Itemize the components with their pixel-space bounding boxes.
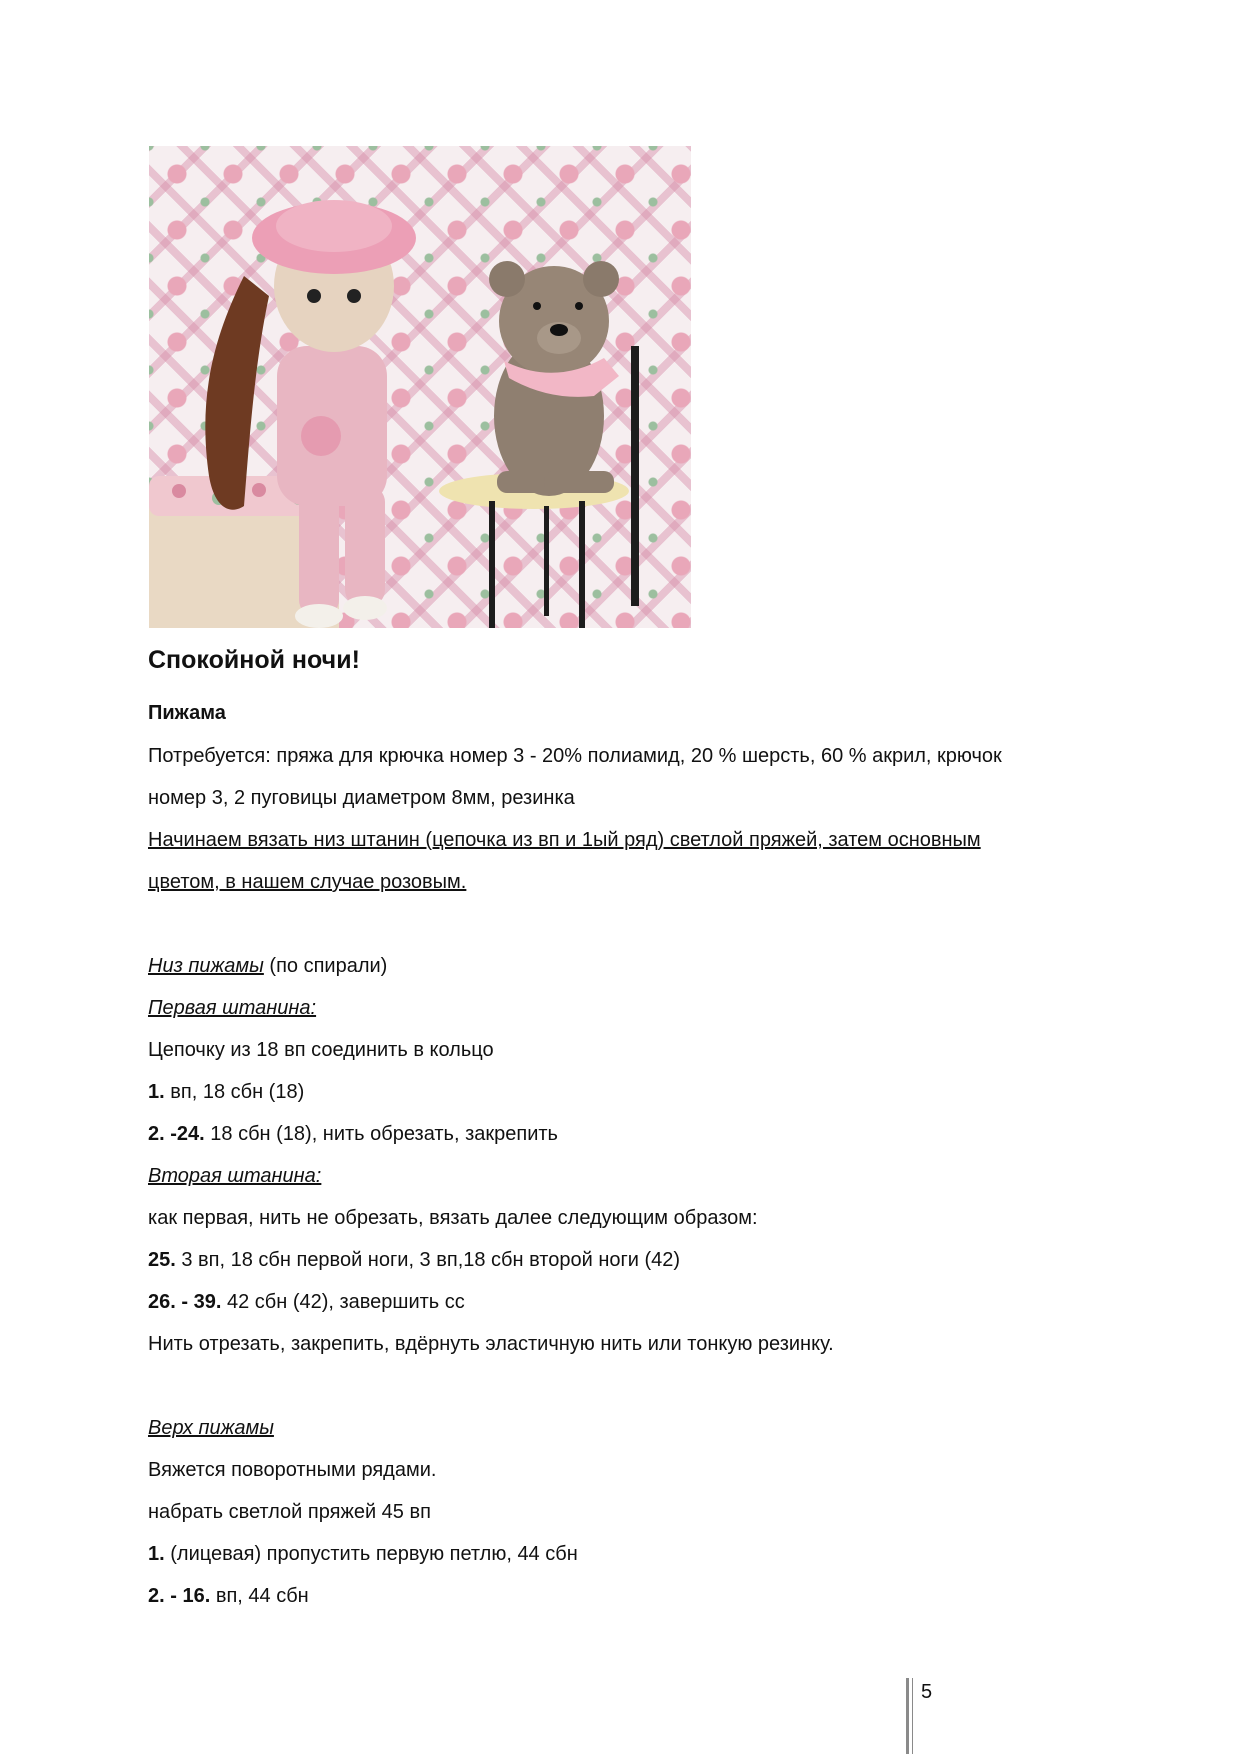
top-row-1-number: 1.: [148, 1543, 165, 1565]
finish-instruction: Нить отрезать, закрепить, вдёрнуть эластичную нить или тонкую резинку.: [148, 1333, 834, 1355]
row-25-number: 25.: [148, 1249, 176, 1271]
page-number: 5: [921, 1681, 933, 1703]
row-26-text: 42 сбн (42), завершить сс: [226, 1291, 465, 1313]
footer-divider-thin: [912, 1678, 913, 1754]
bottom-heading-suffix: (по спирали): [269, 955, 388, 977]
bottom-heading: Низ пижамы: [148, 955, 264, 977]
row-2-text: 18 сбн (18), нить обрезать, закрепить: [210, 1123, 558, 1145]
first-leg-heading: Первая штанина:: [148, 997, 317, 1019]
top-row-1: [148, 1542, 578, 1566]
top-heading: Верх пижамы: [148, 1417, 274, 1439]
footer-divider: [906, 1678, 909, 1754]
row-1: [148, 1080, 304, 1104]
doll-and-bear-photo: [149, 146, 691, 628]
materials-line-2: номер 3, 2 пуговицы диаметром 8мм, резинка: [148, 787, 575, 809]
row-26-number: 26. - 39.: [148, 1291, 222, 1313]
row-1-number: 1.: [148, 1081, 165, 1103]
row-2-number: 2. -24.: [148, 1123, 205, 1145]
photo-illustration: [149, 146, 691, 628]
page-title: Спокойной ночи!: [148, 646, 360, 674]
row-25-text: 3 вп, 18 сбн первой ноги, 3 вп,18 сбн второй ноги (42): [181, 1249, 681, 1271]
materials-line-1: Потребуется: пряжа для крючка номер 3 - 20% полиамид, 20 % шерсть, 60 % акрил, крючок: [148, 745, 1002, 767]
top-row-2-text: вп, 44 сбн: [215, 1585, 309, 1607]
chain-instruction: Цепочку из 18 вп соединить в кольцо: [148, 1039, 494, 1061]
top-row-1-text: (лицевая) пропустить первую петлю, 44 сбн: [170, 1543, 578, 1565]
turning-rows: Вяжется поворотными рядами.: [148, 1459, 437, 1481]
row-26: [148, 1290, 465, 1314]
row-2: [148, 1122, 558, 1146]
cast-on: набрать светлой пряжей 45 вп: [148, 1501, 431, 1523]
top-row-2-number: 2. - 16.: [148, 1585, 211, 1607]
note-line-2: цветом, в нашем случае розовым.: [148, 871, 467, 893]
note-line-1: Начинаем вязать низ штанин (цепочка из вп и 1ый ряд) светлой пряжей, затем основным: [148, 829, 981, 851]
second-leg-heading: Вторая штанина:: [148, 1165, 322, 1187]
section-subtitle: Пижама: [148, 702, 226, 724]
second-leg-text: как первая, нить не обрезать, вязать далее следующим образом:: [148, 1207, 758, 1229]
top-row-2: [148, 1584, 309, 1608]
bottom-heading-line: [148, 954, 387, 978]
row-25: [148, 1248, 680, 1272]
row-1-text: вп, 18 сбн (18): [170, 1081, 305, 1103]
